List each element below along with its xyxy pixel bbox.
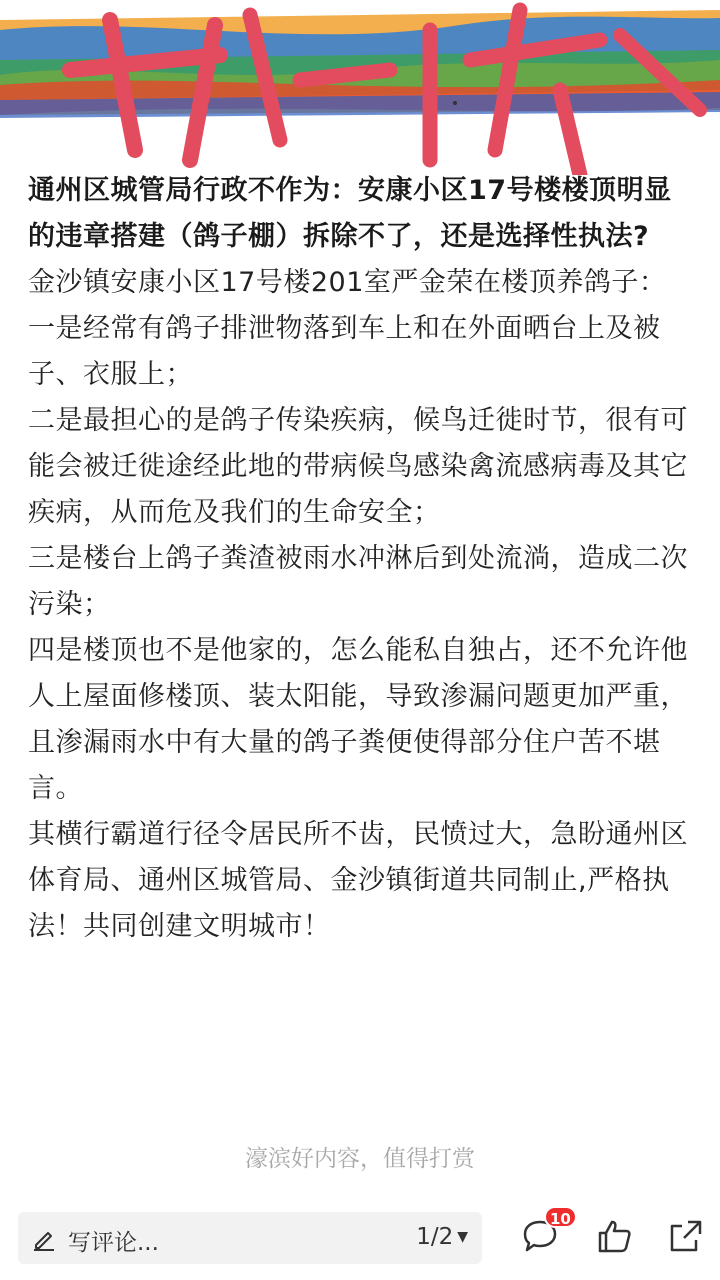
comment-count-badge: 10 xyxy=(544,1206,577,1228)
article-content xyxy=(28,168,696,950)
share-icon xyxy=(666,1216,706,1256)
bottom-action-bar xyxy=(0,1200,720,1280)
comment-input[interactable] xyxy=(18,1212,482,1264)
article-paragraph: 三是楼台上鸽子粪渣被雨水冲淋后到处流淌，造成二次污染； xyxy=(28,543,688,620)
reward-prompt[interactable]: 濠滨好内容，值得打赏 xyxy=(245,1146,475,1172)
like-icon xyxy=(594,1216,634,1256)
article-paragraph: 二是最担心的是鸽子传染疾病，候鸟迁徙时节，很有可能会被迁徙途经此地的带病候鸟感染禽流感病毒及其它疾病，从而危及我们的生命安全； xyxy=(28,405,688,528)
header-banner-image xyxy=(0,0,720,175)
share-button[interactable] xyxy=(666,1216,706,1256)
article-paragraph: 其横行霸道行径令居民所不齿，民愤过大，急盼通州区体育局、通州区城管局、金沙镇街道共同制止,严格执法！共同创建文明城市！ xyxy=(28,819,688,942)
article-title: 通州区城管局行政不作为：安康小区17号楼楼顶明显的违章搭建（鸽子棚）拆除不了，还是选择性执法? xyxy=(28,175,672,252)
page-indicator-text: 1/2 xyxy=(416,1224,454,1250)
pen-icon xyxy=(32,1227,56,1251)
article-paragraph: 四是楼顶也不是他家的，怎么能私自独占，还不允许他人上屋面修楼顶、装太阳能，导致渗漏问题更加严重，且渗漏雨水中有大量的鸽子粪便使得部分住户苦不堪言。 xyxy=(28,635,688,804)
caret-down-icon: ▼ xyxy=(457,1229,468,1245)
page-indicator[interactable] xyxy=(416,1224,468,1250)
comment-placeholder: 写评论... xyxy=(68,1230,159,1256)
like-button[interactable] xyxy=(594,1216,634,1256)
article-paragraph: 金沙镇安康小区17号楼201室严金荣在楼顶养鸽子： xyxy=(28,267,667,298)
article-paragraph: 一是经常有鸽子排泄物落到车上和在外面晒台上及被子、衣服上； xyxy=(28,313,661,390)
